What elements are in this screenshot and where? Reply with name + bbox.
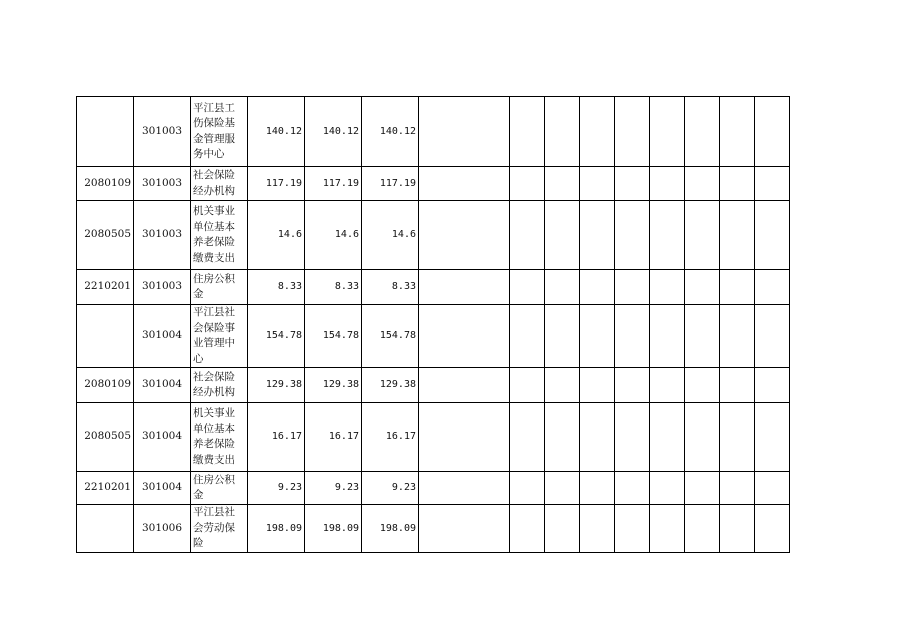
total-amount-cell: 8.33: [248, 270, 305, 305]
budget-table: [76, 96, 790, 553]
econ-code-cell: 301003: [134, 167, 191, 201]
empty-cell: [510, 270, 545, 305]
econ-code-cell: 301006: [134, 505, 191, 553]
econ-code-cell: 301004: [134, 305, 191, 368]
empty-cell: [545, 472, 580, 505]
empty-cell: [755, 368, 790, 403]
empty-cell: [580, 505, 615, 553]
empty-cell: [755, 505, 790, 553]
basic-amount-cell: 198.09: [362, 505, 419, 553]
empty-cell: [685, 167, 720, 201]
empty-cell: [615, 472, 650, 505]
subtotal-amount-cell: 140.12: [305, 97, 362, 167]
item-name-cell: 住房公积金: [191, 472, 248, 505]
empty-cell: [685, 368, 720, 403]
empty-cell: [650, 472, 685, 505]
empty-cell: [615, 167, 650, 201]
empty-cell: [720, 472, 755, 505]
empty-cell: [615, 97, 650, 167]
econ-code-cell: 301003: [134, 270, 191, 305]
econ-code-cell: 301003: [134, 97, 191, 167]
empty-cell: [545, 368, 580, 403]
item-name-cell: 社会保险经办机构: [191, 167, 248, 201]
empty-cell: [580, 472, 615, 505]
empty-cell: [685, 305, 720, 368]
empty-cell: [510, 505, 545, 553]
empty-cell: [685, 97, 720, 167]
func-code-cell: 2080505: [77, 201, 134, 270]
empty-cell: [419, 403, 510, 472]
table-row: [77, 305, 790, 368]
table-row: [77, 201, 790, 270]
empty-cell: [685, 505, 720, 553]
func-code-cell: [77, 305, 134, 368]
total-amount-cell: 16.17: [248, 403, 305, 472]
item-name-cell: 住房公积金: [191, 270, 248, 305]
empty-cell: [545, 403, 580, 472]
empty-cell: [755, 97, 790, 167]
econ-code-cell: 301004: [134, 368, 191, 403]
empty-cell: [419, 368, 510, 403]
func-code-cell: 2210201: [77, 270, 134, 305]
empty-cell: [615, 368, 650, 403]
empty-cell: [685, 201, 720, 270]
empty-cell: [510, 472, 545, 505]
econ-code-cell: 301004: [134, 403, 191, 472]
empty-cell: [720, 270, 755, 305]
empty-cell: [685, 403, 720, 472]
empty-cell: [545, 167, 580, 201]
empty-cell: [419, 167, 510, 201]
basic-amount-cell: 14.6: [362, 201, 419, 270]
func-code-cell: 2080109: [77, 167, 134, 201]
empty-cell: [650, 305, 685, 368]
empty-cell: [580, 167, 615, 201]
total-amount-cell: 9.23: [248, 472, 305, 505]
item-name-cell: 平江县社会劳动保险: [191, 505, 248, 553]
empty-cell: [615, 270, 650, 305]
basic-amount-cell: 140.12: [362, 97, 419, 167]
total-amount-cell: 14.6: [248, 201, 305, 270]
subtotal-amount-cell: 8.33: [305, 270, 362, 305]
subtotal-amount-cell: 117.19: [305, 167, 362, 201]
empty-cell: [650, 167, 685, 201]
empty-cell: [720, 201, 755, 270]
func-code-cell: [77, 505, 134, 553]
empty-cell: [755, 403, 790, 472]
empty-cell: [580, 305, 615, 368]
func-code-cell: 2080505: [77, 403, 134, 472]
empty-cell: [419, 201, 510, 270]
item-name-cell: 社会保险经办机构: [191, 368, 248, 403]
empty-cell: [580, 403, 615, 472]
empty-cell: [755, 472, 790, 505]
total-amount-cell: 154.78: [248, 305, 305, 368]
empty-cell: [650, 505, 685, 553]
empty-cell: [720, 368, 755, 403]
empty-cell: [545, 305, 580, 368]
econ-code-cell: 301004: [134, 472, 191, 505]
empty-cell: [720, 305, 755, 368]
subtotal-amount-cell: 16.17: [305, 403, 362, 472]
empty-cell: [510, 167, 545, 201]
item-name-cell: 机关事业单位基本养老保险缴费支出: [191, 201, 248, 270]
empty-cell: [545, 270, 580, 305]
empty-cell: [545, 505, 580, 553]
empty-cell: [419, 305, 510, 368]
empty-cell: [419, 270, 510, 305]
empty-cell: [545, 201, 580, 270]
table-row: [77, 97, 790, 167]
empty-cell: [650, 201, 685, 270]
basic-amount-cell: 154.78: [362, 305, 419, 368]
basic-amount-cell: 16.17: [362, 403, 419, 472]
empty-cell: [650, 270, 685, 305]
empty-cell: [615, 305, 650, 368]
empty-cell: [419, 472, 510, 505]
empty-cell: [510, 368, 545, 403]
empty-cell: [685, 270, 720, 305]
func-code-cell: 2080109: [77, 368, 134, 403]
empty-cell: [545, 97, 580, 167]
total-amount-cell: 117.19: [248, 167, 305, 201]
empty-cell: [650, 403, 685, 472]
item-name-cell: 平江县社会保险事业管理中心: [191, 305, 248, 368]
table-row: [77, 403, 790, 472]
basic-amount-cell: 9.23: [362, 472, 419, 505]
empty-cell: [615, 201, 650, 270]
basic-amount-cell: 129.38: [362, 368, 419, 403]
total-amount-cell: 140.12: [248, 97, 305, 167]
empty-cell: [650, 368, 685, 403]
empty-cell: [419, 97, 510, 167]
func-code-cell: [77, 97, 134, 167]
empty-cell: [580, 97, 615, 167]
empty-cell: [510, 305, 545, 368]
subtotal-amount-cell: 129.38: [305, 368, 362, 403]
func-code-cell: 2210201: [77, 472, 134, 505]
item-name-cell: 机关事业单位基本养老保险缴费支出: [191, 403, 248, 472]
table-row: [77, 505, 790, 553]
empty-cell: [580, 270, 615, 305]
table-row: [77, 270, 790, 305]
subtotal-amount-cell: 9.23: [305, 472, 362, 505]
total-amount-cell: 198.09: [248, 505, 305, 553]
subtotal-amount-cell: 198.09: [305, 505, 362, 553]
empty-cell: [720, 505, 755, 553]
empty-cell: [720, 97, 755, 167]
empty-cell: [720, 167, 755, 201]
empty-cell: [510, 201, 545, 270]
basic-amount-cell: 8.33: [362, 270, 419, 305]
empty-cell: [755, 201, 790, 270]
empty-cell: [580, 201, 615, 270]
empty-cell: [650, 97, 685, 167]
empty-cell: [720, 403, 755, 472]
basic-amount-cell: 117.19: [362, 167, 419, 201]
empty-cell: [755, 167, 790, 201]
empty-cell: [615, 403, 650, 472]
subtotal-amount-cell: 14.6: [305, 201, 362, 270]
subtotal-amount-cell: 154.78: [305, 305, 362, 368]
empty-cell: [510, 97, 545, 167]
table-row: [77, 167, 790, 201]
table-row: [77, 472, 790, 505]
empty-cell: [580, 368, 615, 403]
empty-cell: [755, 270, 790, 305]
empty-cell: [685, 472, 720, 505]
empty-cell: [510, 403, 545, 472]
item-name-cell: 平江县工伤保险基金管理服务中心: [191, 97, 248, 167]
empty-cell: [419, 505, 510, 553]
empty-cell: [755, 305, 790, 368]
total-amount-cell: 129.38: [248, 368, 305, 403]
econ-code-cell: 301003: [134, 201, 191, 270]
empty-cell: [615, 505, 650, 553]
table-row: [77, 368, 790, 403]
